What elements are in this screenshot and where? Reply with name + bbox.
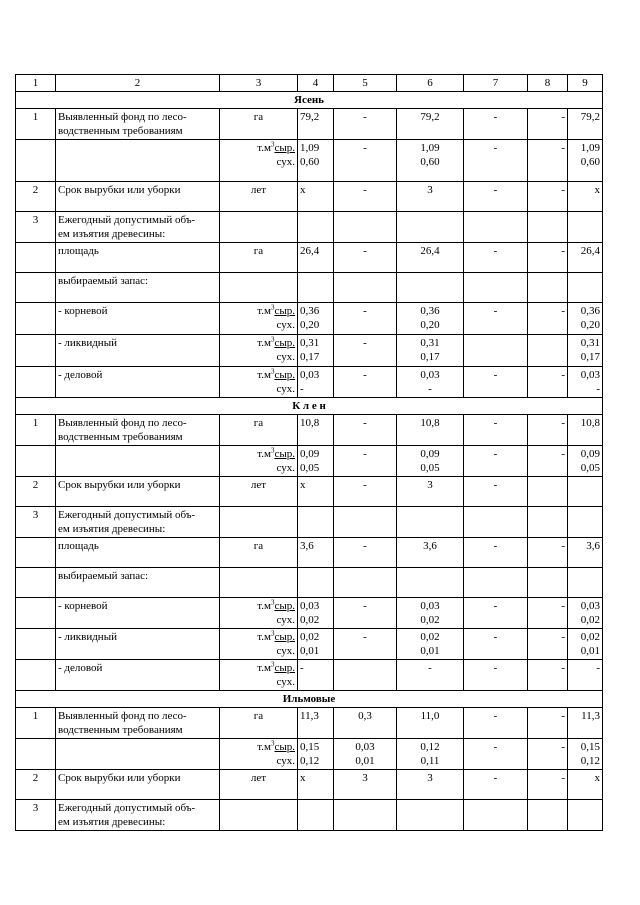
value-col-8 bbox=[528, 507, 568, 538]
value-col-7: - bbox=[464, 708, 528, 739]
unit-raw: сыр. bbox=[274, 337, 295, 349]
unit-raw: сыр. bbox=[274, 741, 295, 753]
unit-superscript: 3 bbox=[270, 140, 275, 149]
value-col-7: - bbox=[464, 538, 528, 568]
table-row bbox=[16, 708, 603, 739]
value-col-6: - bbox=[397, 660, 464, 691]
unit-dry: сух. bbox=[276, 614, 295, 626]
value-col-4: 0,31 0,17 bbox=[298, 335, 334, 367]
unit-dry: сух. bbox=[276, 319, 295, 331]
value-col-5: - bbox=[334, 335, 397, 367]
value-col-6: 3 bbox=[397, 182, 464, 212]
value-col-7: - bbox=[464, 182, 528, 212]
value-col-5: - bbox=[334, 182, 397, 212]
table-row bbox=[16, 273, 603, 303]
value-col-4 bbox=[298, 273, 334, 303]
value-col-5 bbox=[334, 212, 397, 243]
value-col-8 bbox=[528, 477, 568, 507]
table-row bbox=[16, 538, 603, 568]
indicator-name: - деловой bbox=[56, 367, 220, 398]
value-col-4: 11,3 bbox=[298, 708, 334, 739]
value-col-4 bbox=[298, 800, 334, 831]
unit-cell: га bbox=[220, 708, 298, 739]
value-col-9 bbox=[568, 477, 603, 507]
unit-superscript: 3 bbox=[270, 629, 275, 638]
unit-cell bbox=[220, 140, 298, 182]
unit-raw: сыр. bbox=[274, 305, 295, 317]
table-row bbox=[16, 335, 603, 367]
unit-cell: га bbox=[220, 538, 298, 568]
unit-dry: сух. bbox=[276, 383, 295, 395]
value-col-9 bbox=[568, 273, 603, 303]
unit-cell: лет bbox=[220, 182, 298, 212]
item-number bbox=[16, 598, 56, 629]
value-col-9: 26,4 bbox=[568, 243, 603, 273]
value-col-7 bbox=[464, 273, 528, 303]
unit-superscript: 3 bbox=[270, 739, 275, 748]
table-row bbox=[16, 415, 603, 446]
value-col-4: 0,15 0,12 bbox=[298, 739, 334, 770]
unit-cell: га bbox=[220, 243, 298, 273]
table-row bbox=[16, 109, 603, 140]
value-col-5: - bbox=[334, 598, 397, 629]
unit-prefix: т.м bbox=[257, 631, 271, 643]
item-number bbox=[16, 243, 56, 273]
value-col-8: - bbox=[528, 182, 568, 212]
item-number bbox=[16, 568, 56, 598]
indicator-name: - деловой bbox=[56, 660, 220, 691]
indicator-name: выбираемый запас: bbox=[56, 568, 220, 598]
value-col-5: - bbox=[334, 243, 397, 273]
value-col-4 bbox=[298, 212, 334, 243]
indicator-name: площадь bbox=[56, 243, 220, 273]
unit-raw: сыр. bbox=[274, 600, 295, 612]
column-number: 4 bbox=[298, 75, 334, 92]
table-row bbox=[16, 568, 603, 598]
value-col-4: 10,8 bbox=[298, 415, 334, 446]
value-col-6: 10,8 bbox=[397, 415, 464, 446]
item-number: 1 bbox=[16, 415, 56, 446]
value-col-4: х bbox=[298, 182, 334, 212]
item-number bbox=[16, 660, 56, 691]
unit-cell bbox=[220, 739, 298, 770]
indicator-name: Выявленный фонд по лесо- водственным требованиям bbox=[56, 415, 220, 446]
value-col-6: 0,03 0,02 bbox=[397, 598, 464, 629]
indicator-name: - корневой bbox=[56, 303, 220, 335]
value-col-6 bbox=[397, 212, 464, 243]
value-col-4: 0,09 0,05 bbox=[298, 446, 334, 477]
value-col-6: 0,36 0,20 bbox=[397, 303, 464, 335]
value-col-9: 1,09 0,60 bbox=[568, 140, 603, 182]
indicator-name: - ликвидный bbox=[56, 335, 220, 367]
value-col-9: 0,09 0,05 bbox=[568, 446, 603, 477]
indicator-name: Срок вырубки или уборки bbox=[56, 477, 220, 507]
species-section-header bbox=[16, 92, 603, 109]
value-col-8 bbox=[528, 568, 568, 598]
value-col-8: - bbox=[528, 367, 568, 398]
value-col-6: 26,4 bbox=[397, 243, 464, 273]
value-col-5 bbox=[334, 273, 397, 303]
value-col-9: 0,15 0,12 bbox=[568, 739, 603, 770]
unit-cell: га bbox=[220, 415, 298, 446]
value-col-9 bbox=[568, 212, 603, 243]
value-col-8: - bbox=[528, 109, 568, 140]
species-section-header bbox=[16, 398, 603, 415]
item-number bbox=[16, 629, 56, 660]
indicator-name: Выявленный фонд по лесо- водственным требованиям bbox=[56, 109, 220, 140]
value-col-8 bbox=[528, 212, 568, 243]
unit-superscript: 3 bbox=[270, 598, 275, 607]
value-col-4: 26,4 bbox=[298, 243, 334, 273]
value-col-6: 11,0 bbox=[397, 708, 464, 739]
unit-cell bbox=[220, 303, 298, 335]
value-col-4: 79,2 bbox=[298, 109, 334, 140]
unit-raw: сыр. bbox=[274, 142, 295, 154]
column-number-row bbox=[16, 75, 603, 92]
item-number: 1 bbox=[16, 109, 56, 140]
unit-superscript: 3 bbox=[270, 335, 275, 344]
species-title: К л е н bbox=[16, 398, 603, 415]
unit-prefix: т.м bbox=[257, 142, 271, 154]
value-col-9 bbox=[568, 568, 603, 598]
indicator-name: Ежегодный допустимый объ- ем изъятия древесины: bbox=[56, 800, 220, 831]
indicator-name bbox=[56, 140, 220, 182]
value-col-5: - bbox=[334, 629, 397, 660]
value-col-6 bbox=[397, 507, 464, 538]
column-number: 7 bbox=[464, 75, 528, 92]
unit-prefix: т.м bbox=[257, 662, 271, 674]
item-number: 3 bbox=[16, 800, 56, 831]
table-row bbox=[16, 507, 603, 538]
column-number: 2 bbox=[56, 75, 220, 92]
table-row bbox=[16, 212, 603, 243]
table-row bbox=[16, 182, 603, 212]
table-row bbox=[16, 140, 603, 182]
indicator-name: площадь bbox=[56, 538, 220, 568]
value-col-9: - bbox=[568, 660, 603, 691]
unit-dry: сух. bbox=[276, 156, 295, 168]
value-col-5: - bbox=[334, 538, 397, 568]
value-col-9: 0,31 0,17 bbox=[568, 335, 603, 367]
value-col-8: - bbox=[528, 770, 568, 800]
value-col-7 bbox=[464, 507, 528, 538]
value-col-5: 3 bbox=[334, 770, 397, 800]
value-col-5: 0,03 0,01 bbox=[334, 739, 397, 770]
unit-raw: сыр. bbox=[274, 631, 295, 643]
unit-raw: сыр. bbox=[274, 448, 295, 460]
table-row bbox=[16, 367, 603, 398]
species-title: Ясень bbox=[16, 92, 603, 109]
unit-cell bbox=[220, 212, 298, 243]
table-row bbox=[16, 739, 603, 770]
species-section-header bbox=[16, 691, 603, 708]
unit-cell bbox=[220, 507, 298, 538]
unit-cell: га bbox=[220, 109, 298, 140]
unit-superscript: 3 bbox=[270, 367, 275, 376]
value-col-6: 0,02 0,01 bbox=[397, 629, 464, 660]
column-number: 8 bbox=[528, 75, 568, 92]
unit-prefix: т.м bbox=[257, 741, 271, 753]
item-number bbox=[16, 367, 56, 398]
unit-cell bbox=[220, 335, 298, 367]
unit-cell bbox=[220, 273, 298, 303]
table-body bbox=[16, 75, 603, 831]
unit-cell bbox=[220, 800, 298, 831]
value-col-6: 0,12 0,11 bbox=[397, 739, 464, 770]
indicator-name: Ежегодный допустимый объ- ем изъятия древесины: bbox=[56, 212, 220, 243]
indicator-name: - корневой bbox=[56, 598, 220, 629]
value-col-5: - bbox=[334, 109, 397, 140]
column-number: 9 bbox=[568, 75, 603, 92]
item-number: 1 bbox=[16, 708, 56, 739]
value-col-6: 3,6 bbox=[397, 538, 464, 568]
unit-cell: лет bbox=[220, 770, 298, 800]
value-col-5 bbox=[334, 507, 397, 538]
value-col-6: 79,2 bbox=[397, 109, 464, 140]
value-col-9: 0,36 0,20 bbox=[568, 303, 603, 335]
value-col-8: - bbox=[528, 415, 568, 446]
table-row bbox=[16, 598, 603, 629]
unit-raw: сыр. bbox=[274, 369, 295, 381]
unit-superscript: 3 bbox=[270, 446, 275, 455]
table-row bbox=[16, 800, 603, 831]
unit-dry: сух. bbox=[276, 755, 295, 767]
unit-cell bbox=[220, 446, 298, 477]
unit-superscript: 3 bbox=[270, 660, 275, 669]
value-col-5 bbox=[334, 660, 397, 691]
value-col-7: - bbox=[464, 739, 528, 770]
value-col-4: 0,03 - bbox=[298, 367, 334, 398]
value-col-7 bbox=[464, 800, 528, 831]
value-col-7: - bbox=[464, 243, 528, 273]
value-col-5: - bbox=[334, 303, 397, 335]
unit-dry: сух. bbox=[276, 462, 295, 474]
indicator-name bbox=[56, 739, 220, 770]
unit-cell bbox=[220, 568, 298, 598]
value-col-8: - bbox=[528, 538, 568, 568]
value-col-5: - bbox=[334, 415, 397, 446]
value-col-9: х bbox=[568, 770, 603, 800]
value-col-9 bbox=[568, 800, 603, 831]
item-number: 2 bbox=[16, 477, 56, 507]
indicator-name: выбираемый запас: bbox=[56, 273, 220, 303]
value-col-8: - bbox=[528, 708, 568, 739]
value-col-5 bbox=[334, 568, 397, 598]
unit-cell bbox=[220, 660, 298, 691]
value-col-5: - bbox=[334, 477, 397, 507]
value-col-8: - bbox=[528, 629, 568, 660]
item-number: 2 bbox=[16, 770, 56, 800]
column-number: 1 bbox=[16, 75, 56, 92]
value-col-6: 3 bbox=[397, 477, 464, 507]
value-col-7: - bbox=[464, 140, 528, 182]
value-col-4 bbox=[298, 507, 334, 538]
value-col-6 bbox=[397, 568, 464, 598]
table-row bbox=[16, 477, 603, 507]
value-col-9: 3,6 bbox=[568, 538, 603, 568]
value-col-7: - bbox=[464, 415, 528, 446]
table-row bbox=[16, 770, 603, 800]
value-col-8: - bbox=[528, 739, 568, 770]
item-number bbox=[16, 739, 56, 770]
table-row bbox=[16, 303, 603, 335]
value-col-7: - bbox=[464, 303, 528, 335]
item-number bbox=[16, 446, 56, 477]
item-number bbox=[16, 303, 56, 335]
value-col-9: 11,3 bbox=[568, 708, 603, 739]
value-col-7: - bbox=[464, 598, 528, 629]
unit-dry: сух. bbox=[276, 676, 295, 688]
value-col-9 bbox=[568, 507, 603, 538]
column-number: 5 bbox=[334, 75, 397, 92]
unit-superscript: 3 bbox=[270, 303, 275, 312]
unit-cell: лет bbox=[220, 477, 298, 507]
indicator-name: Выявленный фонд по лесо- водственным требованиям bbox=[56, 708, 220, 739]
unit-raw: сыр. bbox=[274, 662, 295, 674]
value-col-6: 0,09 0,05 bbox=[397, 446, 464, 477]
value-col-8 bbox=[528, 273, 568, 303]
unit-dry: сух. bbox=[276, 351, 295, 363]
value-col-7: - bbox=[464, 109, 528, 140]
value-col-8: - bbox=[528, 660, 568, 691]
indicator-name: Ежегодный допустимый объ- ем изъятия древесины: bbox=[56, 507, 220, 538]
value-col-9: х bbox=[568, 182, 603, 212]
value-col-9: 0,03 0,02 bbox=[568, 598, 603, 629]
value-col-4: - bbox=[298, 660, 334, 691]
item-number bbox=[16, 140, 56, 182]
value-col-5: - bbox=[334, 367, 397, 398]
value-col-7 bbox=[464, 212, 528, 243]
value-col-7: - bbox=[464, 477, 528, 507]
value-col-8: - bbox=[528, 243, 568, 273]
value-col-4: 1,09 0,60 bbox=[298, 140, 334, 182]
value-col-8 bbox=[528, 335, 568, 367]
value-col-7: - bbox=[464, 629, 528, 660]
value-col-5: 0,3 bbox=[334, 708, 397, 739]
species-title: Ильмовые bbox=[16, 691, 603, 708]
value-col-4: 0,02 0,01 bbox=[298, 629, 334, 660]
value-col-6: 0,31 0,17 bbox=[397, 335, 464, 367]
value-col-4: 0,03 0,02 bbox=[298, 598, 334, 629]
unit-dry: сух. bbox=[276, 645, 295, 657]
value-col-6 bbox=[397, 800, 464, 831]
value-col-8: - bbox=[528, 140, 568, 182]
value-col-9: 0,03 - bbox=[568, 367, 603, 398]
value-col-7: - bbox=[464, 446, 528, 477]
table-row bbox=[16, 446, 603, 477]
value-col-7: - bbox=[464, 660, 528, 691]
value-col-5: - bbox=[334, 446, 397, 477]
indicator-name bbox=[56, 446, 220, 477]
unit-prefix: т.м bbox=[257, 369, 271, 381]
indicator-name: Срок вырубки или уборки bbox=[56, 182, 220, 212]
table-row bbox=[16, 243, 603, 273]
value-col-4: х bbox=[298, 477, 334, 507]
value-col-9: 79,2 bbox=[568, 109, 603, 140]
unit-cell bbox=[220, 598, 298, 629]
value-col-7 bbox=[464, 335, 528, 367]
item-number bbox=[16, 538, 56, 568]
item-number: 3 bbox=[16, 212, 56, 243]
unit-cell bbox=[220, 629, 298, 660]
value-col-7 bbox=[464, 568, 528, 598]
column-number: 3 bbox=[220, 75, 298, 92]
value-col-6: 1,09 0,60 bbox=[397, 140, 464, 182]
value-col-7: - bbox=[464, 367, 528, 398]
indicator-name: - ликвидный bbox=[56, 629, 220, 660]
unit-prefix: т.м bbox=[257, 448, 271, 460]
value-col-9: 0,02 0,01 bbox=[568, 629, 603, 660]
value-col-5 bbox=[334, 800, 397, 831]
value-col-8: - bbox=[528, 303, 568, 335]
unit-cell bbox=[220, 367, 298, 398]
forest-fund-table bbox=[15, 74, 603, 831]
table-row bbox=[16, 660, 603, 691]
value-col-5: - bbox=[334, 140, 397, 182]
value-col-8: - bbox=[528, 598, 568, 629]
item-number: 3 bbox=[16, 507, 56, 538]
item-number bbox=[16, 335, 56, 367]
unit-prefix: т.м bbox=[257, 337, 271, 349]
item-number bbox=[16, 273, 56, 303]
unit-prefix: т.м bbox=[257, 305, 271, 317]
value-col-4 bbox=[298, 568, 334, 598]
value-col-9: 10,8 bbox=[568, 415, 603, 446]
value-col-4: 3,6 bbox=[298, 538, 334, 568]
value-col-6: 0,03 - bbox=[397, 367, 464, 398]
value-col-8: - bbox=[528, 446, 568, 477]
item-number: 2 bbox=[16, 182, 56, 212]
column-number: 6 bbox=[397, 75, 464, 92]
value-col-4: х bbox=[298, 770, 334, 800]
value-col-6: 3 bbox=[397, 770, 464, 800]
value-col-4: 0,36 0,20 bbox=[298, 303, 334, 335]
value-col-7: - bbox=[464, 770, 528, 800]
indicator-name: Срок вырубки или уборки bbox=[56, 770, 220, 800]
value-col-8 bbox=[528, 800, 568, 831]
unit-prefix: т.м bbox=[257, 600, 271, 612]
table-row bbox=[16, 629, 603, 660]
value-col-6 bbox=[397, 273, 464, 303]
